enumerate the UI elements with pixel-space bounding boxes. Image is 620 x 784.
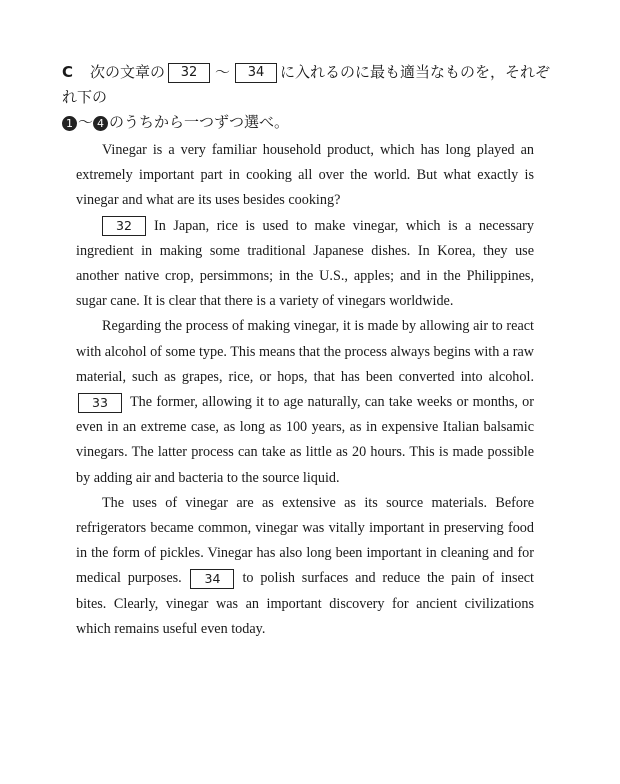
paragraph-4-text-after: to polish surfaces and reduce the pain of insect bites. Clearly, vinegar was an important discovery for ancient civilizations which remains useful even today.	[76, 570, 535, 637]
blank-range-start: 32	[168, 63, 210, 83]
blank-32-box: 32	[102, 216, 146, 236]
section-label: C	[62, 63, 74, 81]
question-header	[62, 60, 562, 135]
paragraph-4	[76, 491, 534, 642]
instruction-text-3: のうちから一つずつ選べ。	[109, 113, 290, 131]
blank-34-box: 34	[190, 569, 234, 589]
choice-first-badge: 1	[62, 116, 77, 131]
paragraph-2-text: In Japan, rice is used to make vinegar, which is a necessary ingredient in making some traditional Japanese dishes. In Korea, they use another native crop, persimmons; in the U.S., apples; and in the Philippines, sugar cane. It is clear that there is a variety of vinegars worldwide.	[76, 217, 534, 310]
range-tilde: ～	[215, 63, 231, 81]
blank-33-box: 33	[78, 393, 122, 413]
paragraph-4-text-before: The uses of vinegar are as extensive as its source materials. Before refrigerators became common, vinegar was vitally important in preserving food in the form of pickles. Vinegar has also long been important in cleaning and for medical purposes.	[76, 494, 534, 587]
paragraph-2	[76, 214, 534, 315]
choice-last-badge: 4	[93, 116, 108, 131]
blank-range-end: 34	[235, 63, 277, 83]
passage	[76, 138, 534, 642]
paragraph-3-text-before: Regarding the process of making vinegar, it is made by allowing air to react with alcohol of some type. This means that the process always begins with a raw material, such as grapes, rice, or hops, that has been converted into alcohol.	[76, 318, 534, 385]
paragraph-3-text-after: The former, allowing it to age naturally, can take weeks or months, or even in an extreme case, as long as 100 years, as in expensive Italian balsamic vinegars. The latter process can take as little as 20 hours. This is made possible by adding air and bacteria to the source liquid.	[76, 394, 534, 486]
paragraph-1-text: Vinegar is a very familiar household product, which has long played an extremely important part in cooking all over the world. But what exactly is vinegar and what are its uses besides cooking?	[76, 142, 534, 209]
paragraph-3	[76, 314, 534, 490]
choice-range-dash: ～	[78, 113, 94, 131]
instruction-text-2: に入れるのに最も適当なものを，それぞれ下の	[62, 63, 551, 106]
instruction-text-1: 次の文章の	[90, 63, 166, 81]
paragraph-1	[76, 138, 534, 214]
